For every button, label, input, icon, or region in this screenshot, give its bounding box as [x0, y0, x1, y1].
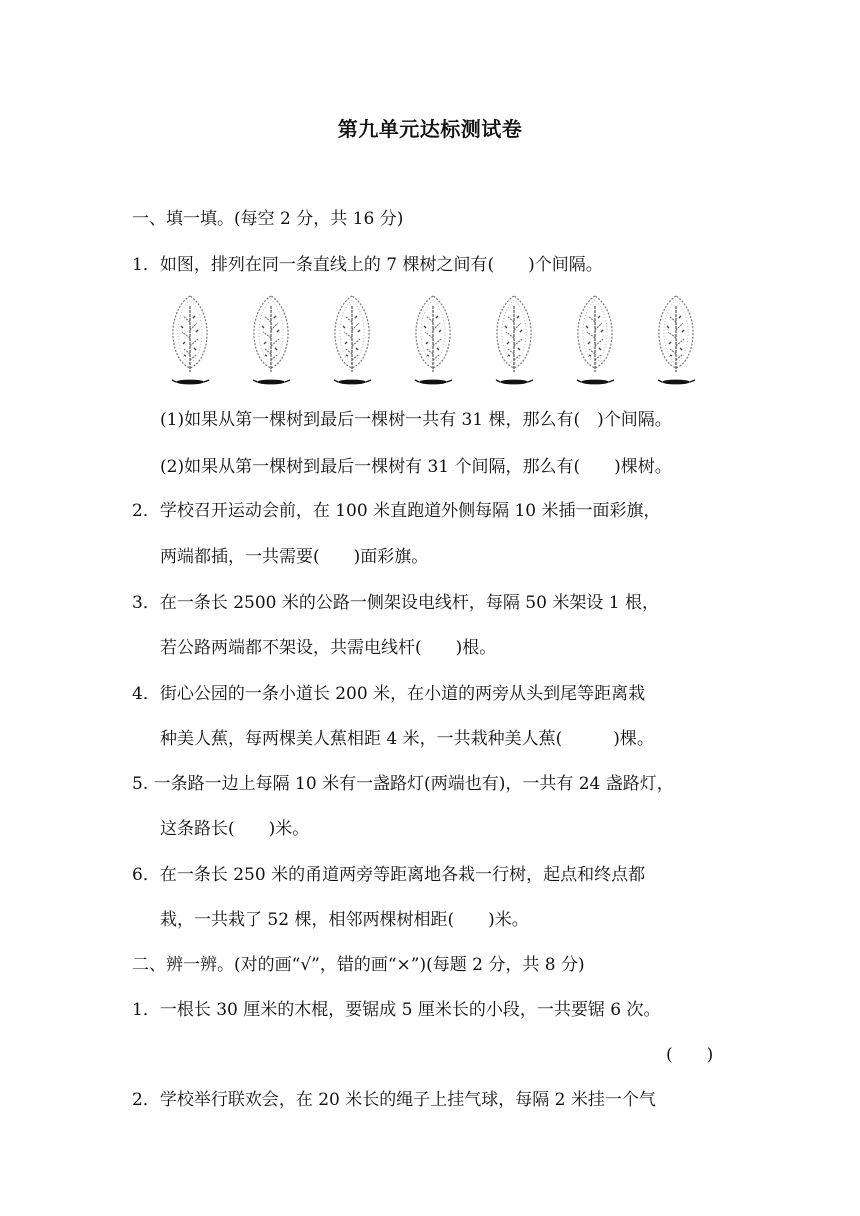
question-2-line-1: 2．学校召开运动会前，在 100 米直跑道外侧每隔 10 米插一面彩旗，: [132, 501, 661, 521]
tree-icon: [247, 292, 295, 390]
judge-question-1: 1．一根长 30 厘米的木棍，要锯成 5 厘米长的小段，一共要锯 6 次。: [132, 1000, 661, 1020]
question-1-sub-1: (1)如果从第一棵树到最后一棵树一共有 31 棵，那么有( )个间隔。: [160, 410, 672, 430]
question-4-line-1: 4．街心公园的一条小道长 200 米，在小道的两旁从头到尾等距离栽: [132, 684, 646, 704]
section2-heading: 二、辨一辨。(对的画“√”，错的画“×”)(每题 2 分，共 8 分): [132, 955, 585, 975]
tree-icon: [328, 292, 376, 390]
question-3-line-1: 3．在一条长 2500 米的公路一侧架设电线杆，每隔 50 米架设 1 根，: [132, 593, 659, 613]
tree-icon: [652, 292, 700, 390]
question-5-line-1: 5. 一条路一边上每隔 10 米有一盏路灯(两端也有)，一共有 24 盏路灯，: [132, 774, 674, 794]
tree-icon: [571, 292, 619, 390]
question-4-line-2: 种美人蕉，每两棵美人蕉相距 4 米，一共栽种美人蕉( )棵。: [160, 729, 654, 749]
section1-heading: 一、填一填。(每空 2 分，共 16 分): [132, 209, 404, 229]
question-2-line-2: 两端都插，一共需要( )面彩旗。: [160, 547, 429, 567]
question-5-line-2: 这条路长( )米。: [160, 819, 310, 839]
question-1-sub-2: (2)如果从第一棵树到最后一棵树有 31 个间隔，那么有( )棵树。: [160, 457, 672, 477]
tree-icon: [490, 292, 538, 390]
page-title: 第九单元达标测试卷: [337, 117, 523, 141]
judge-question-2: 2．学校举行联欢会，在 20 米长的绳子上挂气球，每隔 2 米挂一个气: [132, 1090, 656, 1110]
question-6-line-1: 6．在一条长 250 米的甬道两旁等距离地各栽一行树，起点和终点都: [132, 865, 646, 885]
answer-parentheses: ( ): [666, 1045, 714, 1065]
question-3-line-2: 若公路两端都不架设，共需电线杆( )根。: [160, 638, 497, 658]
tree-icon: [409, 292, 457, 390]
question-1: 1．如图，排列在同一条直线上的 7 棵树之间有( )个间隔。: [132, 255, 603, 275]
tree-row: [160, 292, 720, 390]
tree-icon: [166, 292, 214, 390]
question-6-line-2: 栽，一共栽了 52 棵，相邻两棵树相距( )米。: [160, 910, 529, 930]
